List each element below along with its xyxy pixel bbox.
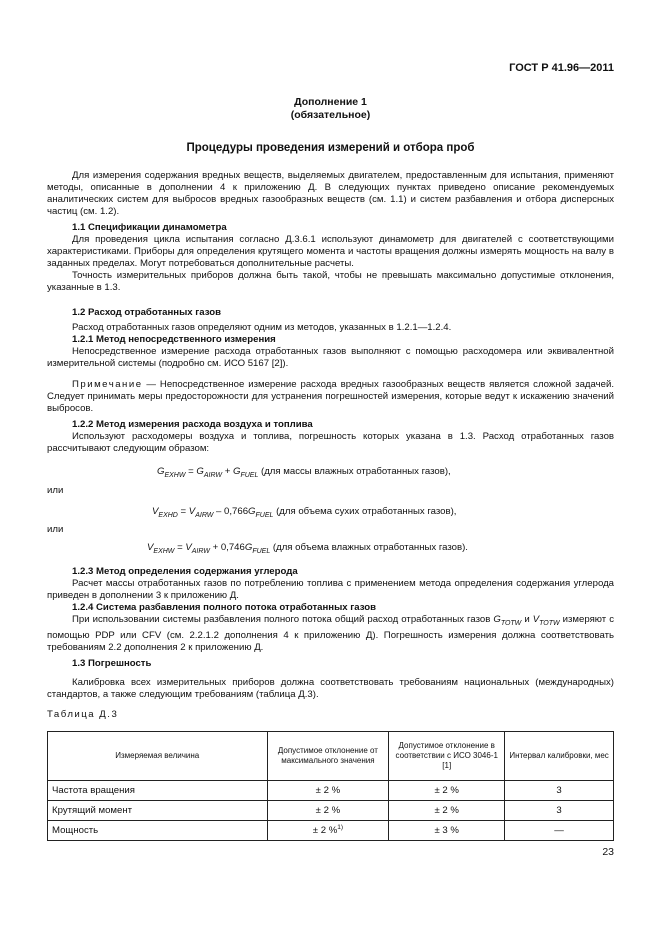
table-cell-iso-deviation: ± 2 % [389, 781, 505, 801]
table-caption: Таблица Д.3 [47, 709, 119, 720]
table-header-row [48, 732, 614, 781]
table-cell-iso-deviation: ± 3 % [389, 821, 505, 841]
section-1-2-3-title: 1.2.3 Метод определения содержания углерода [72, 566, 298, 577]
or-label: или [47, 524, 64, 535]
section-1-2 [47, 307, 614, 415]
table-row [48, 781, 614, 801]
table-row [48, 801, 614, 821]
section-1-2-4-title: 1.2.4 Система разбавления полного потока отработанных газов [72, 602, 377, 613]
table-cell-interval: — [505, 821, 614, 841]
intro-paragraph: Для измерения содержания вредных веществ, выделяемых двигателем, предоставленным для испытания, применяют методы, описанные в дополнении 4 к приложению Д. В следующих пунктах приведено описание рекомендуемых аналитических систем для выбросов вредных газообразных веществ (см. 1.1) и систем разбавления и отбора дисперсных частиц (см. 1.2). [47, 170, 614, 217]
table-header-cell: Измеряемая величина [48, 732, 268, 781]
table-cell-max-deviation: ± 2 %$^{1)}$ [267, 821, 389, 841]
table-cell-iso-deviation: ± 2 % [389, 801, 505, 821]
table-row [48, 821, 614, 841]
annex-subtitle: (обязательное) [290, 109, 371, 121]
section-1-2-title: 1.2 Расход отработанных газов [72, 307, 222, 318]
table-cell-interval: 3 [505, 781, 614, 801]
section-1-2-1-title: 1.2.1 Метод непосредственного измерения [72, 334, 276, 345]
section-1-3-paragraph: Калибровка всех измерительных приборов должна соответствовать требованиям национальных (международных) стандартов, а также следующим требованиям (таблица Д.3). [47, 677, 614, 700]
formula-exhaust-volume-dry: $V_{EXHD} = V_{AIRW} - 0,766G_{FUEL}$ (для объема сухих отработанных газов), [152, 506, 457, 519]
section-1-2-3 [47, 566, 614, 654]
table-cell-quantity: Крутящий момент [48, 801, 268, 821]
section-1-2-3-paragraph: Расчет массы отработанных газов по потреблению топлива с применением метода определения содержания углерода приведен в дополнении 3 к приложению Д. [47, 578, 614, 601]
section-1-2-2 [47, 419, 614, 455]
section-1-1-paragraph-2: Точность измерительных приборов должна быть такой, чтобы не превышать максимально допустимые отклонения, указанные в 1.3. [47, 270, 614, 293]
accuracy-table [47, 731, 614, 841]
formula-exhaust-mass-wet: $G_{EXHW} = G_{AIRW} + G_{FUEL}$ (для массы влажных отработанных газов), [157, 466, 451, 479]
standard-number: ГОСТ Р 41.96—2011 [509, 62, 614, 74]
table-header-cell: Допустимое отклонение в соответствии с ИСО 3046-1 [1] [389, 732, 505, 781]
table-cell-max-deviation: ± 2 % [267, 801, 389, 821]
section-1-2-4-paragraph: При использовании системы разбавления полного потока общий расход отработанных газов $G_{TOTW}$ и $V_{TOTW}$ измеряют с помощью PDP или CFV (см. 2.2.1.2 дополнения 4 к приложению Д). Погрешность измерения должна соответствовать требованиям 2.2 дополнения 2 к приложению Д. [47, 614, 614, 653]
note-label: Примечание [72, 379, 143, 390]
formula-exhaust-volume-wet: $V_{EXHW} = V_{AIRW} + 0,746G_{FUEL}$ (для объема влажных отработанных газов). [147, 542, 468, 555]
note [47, 379, 614, 415]
table-cell-quantity: Частота вращения [48, 781, 268, 801]
section-1-3-title: 1.3 Погрешность [72, 658, 152, 669]
annex-title: Дополнение 1 [294, 96, 367, 108]
annex-heading: Процедуры проведения измерений и отбора проб [186, 142, 475, 154]
section-1-2-2-paragraph: Используют расходомеры воздуха и топлива, погрешность которых указана в 1.3. Расход отработанных газов рассчитывают следующим образом: [47, 431, 614, 454]
section-1-1-paragraph-1: Для проведения цикла испытания согласно Д.3.6.1 используют динамометр для двигателей с соответствующими характеристиками. Приборы для определения крутящего момента и частоты вращения должны измерять мощность на валу в заданных пределах. Могут потребоваться дополнительные расчеты. [47, 234, 614, 269]
footnote-mark: 1) [337, 824, 344, 832]
section-1-1 [47, 222, 614, 294]
section-1-2-paragraph: Расход отработанных газов определяют одним из методов, указанных в 1.2.1—1.2.4. [72, 322, 452, 333]
section-1-3 [47, 658, 614, 701]
section-1-2-2-title: 1.2.2 Метод измерения расхода воздуха и топлива [72, 419, 313, 430]
note-text: — Непосредственное измерение расхода вредных газообразных веществ является сложной задачей. Следует принимать меры предосторожности для устранения погрешностей измерения, которые ведут к искажению значений выбросов. [47, 379, 614, 414]
table-header-cell: Допустимое отклонение от максимального значения [267, 732, 389, 781]
table-cell-quantity: Мощность [48, 821, 268, 841]
table-cell-max-deviation: ± 2 % [267, 781, 389, 801]
intro-block [47, 170, 614, 218]
table-cell-interval: 3 [505, 801, 614, 821]
section-1-1-title: 1.1 Спецификации динамометра [72, 222, 227, 233]
page-number: 23 [602, 846, 614, 858]
or-label: или [47, 485, 64, 496]
table-header-cell: Интервал калибровки, мес [505, 732, 614, 781]
section-1-2-1-paragraph: Непосредственное измерение расхода отработанных газов выполняют с помощью расходомера или эквивалентной измерительной системы (подробно см. ИСО 5167 [2]). [47, 346, 614, 369]
